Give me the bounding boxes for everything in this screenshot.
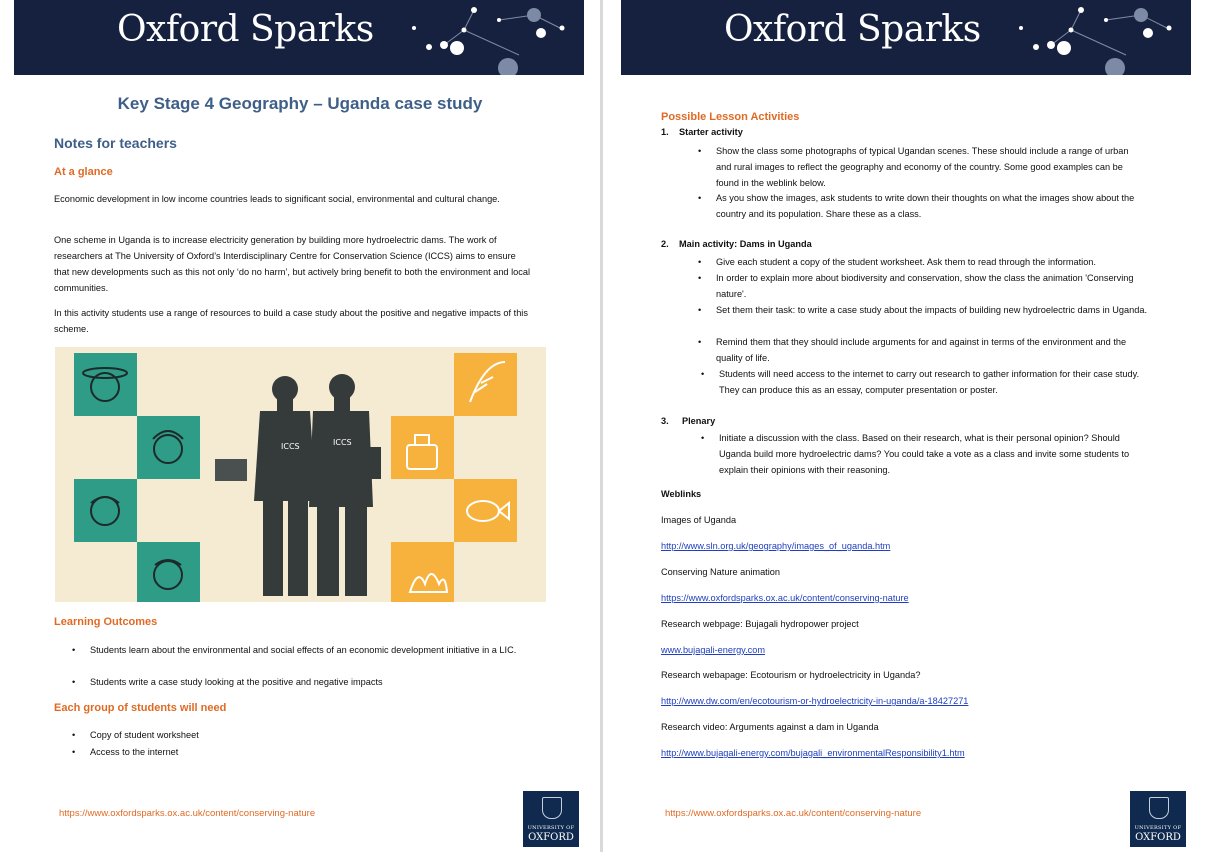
weblink-url[interactable]: https://www.oxfordsparks.ox.ac.uk/content/conserving-nature [661, 593, 909, 603]
activity-bullet: • Give each student a copy of the student worksheet. Ask them to read through the information. [698, 257, 1096, 267]
activity-bullet: • Remind them that they should include arguments for and against in terms of the environment and the quality of life. [698, 337, 1127, 363]
group-heading: Each group of students will need [54, 702, 227, 714]
learning-item: • Students learn about the environmental and social effects of an economic development initiative in a LIC. [72, 645, 517, 655]
footer-link[interactable]: https://www.oxfordsparks.ox.ac.uk/content/conserving-nature [59, 808, 316, 819]
notes-heading: Notes for teachers [54, 135, 177, 151]
researchers-illustration [55, 347, 546, 602]
oxford-logo: UNIVERSITY OF OXFORD [1130, 791, 1186, 847]
constellation-icon [404, 0, 584, 75]
brand-title: Oxford Sparks [117, 9, 374, 50]
oxford-logo: UNIVERSITY OF OXFORD [523, 791, 579, 847]
weblink-url[interactable]: http://www.bujagali-energy.com/bujagali_environmentalResponsibility1.htm [661, 748, 965, 758]
brand-title: Oxford Sparks [724, 9, 981, 50]
activity-bullet: • Students will need access to the internet to carry out research to gather information for their case study. They can produce this as an essay, computer presentation or poster. [701, 369, 1140, 395]
weblink-label: Research webpage: Bujagali hydropower project [661, 619, 859, 629]
intro-paragraph-3: In this activity students use a range of resources to build a case study about the positive and negative impacts of this scheme. [54, 308, 528, 334]
learning-outcomes-heading: Learning Outcomes [54, 616, 158, 628]
group-item: • Access to the internet [72, 747, 179, 757]
at-a-glance-heading: At a glance [54, 166, 113, 178]
section-title: Plenary [682, 416, 716, 426]
weblink-url[interactable]: www.bujagali-energy.com [661, 645, 765, 655]
page-left [0, 0, 600, 852]
footer-link[interactable]: https://www.oxfordsparks.ox.ac.uk/content/conserving-nature [665, 808, 922, 819]
section-title: Starter activity [679, 127, 743, 137]
section-number: 2. [661, 239, 669, 249]
learning-item: • Students write a case study looking at the positive and negative impacts [72, 677, 383, 687]
intro-paragraph-2: One scheme in Uganda is to increase electricity generation by building more hydroelectric dams. The work of researchers at The University of Oxford’s Interdisciplinary Centre for Conservation Science (ICCS) aims to ensure that new developments such as this not only ‘do no harm’, but actively bring benefit to both the environment and local communities. [54, 235, 530, 293]
group-item: • Copy of student worksheet [72, 730, 199, 740]
activity-bullet: • Show the class some photographs of typical Ugandan scenes. These should include a range of urban and rural images to reflect the geography and economy of the country. Some good examples can be found in the weblink below. [698, 146, 1129, 188]
weblink-label: Research webapage: Ecotourism or hydroelectricity in Uganda? [661, 670, 921, 680]
section-title: Main activity: Dams in Uganda [679, 239, 812, 249]
crest-icon [1149, 797, 1169, 819]
lesson-activities-heading: Possible Lesson Activities [661, 111, 800, 123]
banner [621, 0, 1191, 75]
section-number: 1. [661, 127, 669, 137]
activity-bullet: • As you show the images, ask students to write down their thoughts on what the images show about the country and its population. Share these as a class. [698, 193, 1135, 219]
iccs-badge-left: ICCS [281, 442, 300, 451]
weblinks-heading: Weblinks [661, 489, 702, 499]
section-number: 3. [661, 416, 669, 426]
weblink-label: Conserving Nature animation [661, 567, 780, 577]
constellation-icon [1011, 0, 1191, 75]
intro-paragraph-1: Economic development in low income countries leads to significant social, environmental and cultural change. [54, 194, 500, 204]
activity-bullet: • Set them their task: to write a case study about the impacts of building new hydroelectric dams in Uganda. [698, 305, 1148, 315]
banner [14, 0, 584, 75]
page-divider [600, 0, 603, 852]
activity-bullet: • Initiate a discussion with the class. Based on their research, what is their personal opinion? Should Uganda build more hydroelectric dams? You could take a vote as a class and invite some students to explain their opinions with their reasoning. [701, 433, 1130, 475]
activity-bullet: • In order to explain more about biodiversity and conservation, show the class the animation 'Conserving nature'. [698, 273, 1134, 299]
weblink-url[interactable]: http://www.dw.com/en/ecotourism-or-hydroelectricity-in-uganda/a-18427271 [661, 696, 969, 706]
illustration [55, 347, 546, 602]
crest-icon [542, 797, 562, 819]
weblink-label: Research video: Arguments against a dam in Uganda [661, 722, 879, 732]
iccs-badge-right: ICCS [333, 438, 352, 447]
document-title: Key Stage 4 Geography – Uganda case study [117, 94, 483, 113]
weblink-label: Images of Uganda [661, 515, 737, 525]
weblink-url[interactable]: http://www.sln.org.uk/geography/images_of_uganda.htm [661, 541, 891, 551]
